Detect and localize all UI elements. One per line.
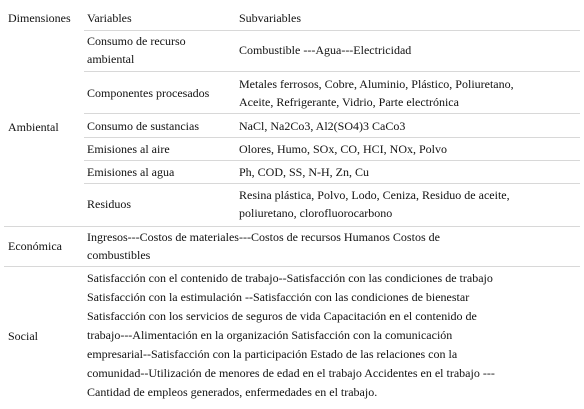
economica-line1: Ingresos---Costos de materiales---Costos de recursos Humanos Costos de (87, 230, 440, 244)
header-subvariables: Subvariables (239, 11, 301, 25)
sub-emisiones-agua: Ph, COD, SS, N-H, Zn, Cu (239, 165, 370, 179)
row-divider (84, 183, 580, 184)
variable-consumo-recurso-line1: Consumo de recurso (87, 34, 186, 48)
header-dimensiones: Dimensiones (8, 11, 71, 25)
social-line1: Satisfacción con el contenido de trabajo--Satisfacción con las condiciones de trabajo (87, 271, 493, 285)
row-divider (84, 30, 580, 31)
row-divider (84, 71, 580, 72)
sub-residuos-line1: Resina plástica, Polvo, Lodo, Ceniza, Residuo de aceite, (239, 188, 510, 202)
social-line4: trabajo---Alimentación en la organización Satisfacción con la comunicación (87, 328, 453, 342)
variable-emisiones-aire: Emisiones al aire (87, 142, 170, 156)
dimension-economica: Económica (8, 239, 62, 253)
row-divider (84, 113, 580, 114)
sub-consumo-recurso: Combustible ---Agua---Electricidad (239, 43, 412, 57)
variable-consumo-sustancias: Consumo de sustancias (87, 119, 199, 133)
dimension-ambiental: Ambiental (8, 120, 59, 134)
section-divider (4, 226, 580, 227)
social-line2: Satisfacción con la estimulación --Satisfacción con las condiciones de bienestar (87, 290, 470, 304)
social-line6: comunidad--Utilización de menores de edad en el trabajo Accidentes en el trabajo --- (87, 366, 495, 380)
variable-emisiones-agua: Emisiones al agua (87, 165, 175, 179)
social-line7: Cantidad de empleos generados, enfermedades en el trabajo. (87, 385, 378, 399)
section-divider (4, 266, 580, 267)
dimension-social: Social (8, 329, 38, 343)
social-line3: Satisfacción con los servicios de seguros de vida Capacitación en el contenido de (87, 309, 477, 323)
row-divider (84, 160, 580, 161)
sub-componentes-line2: Aceite, Refrigerante, Vidrio, Parte electrónica (239, 95, 459, 109)
variable-consumo-recurso-line2: ambiental (87, 52, 135, 66)
sub-componentes-line1: Metales ferrosos, Cobre, Aluminio, Plástico, Poliuretano, (239, 77, 514, 91)
social-line5: empresarial--Satisfacción con la participación Estado de las relaciones con la (87, 347, 458, 361)
variable-residuos: Residuos (87, 197, 132, 211)
sub-emisiones-aire: Olores, Humo, SOx, CO, HCI, NOx, Polvo (239, 142, 448, 156)
economica-line2: combustibles (87, 248, 151, 262)
header-variables: Variables (87, 11, 132, 25)
variable-componentes-procesados: Componentes procesados (87, 86, 210, 100)
row-divider (84, 137, 580, 138)
sub-consumo-sustancias: NaCl, Na2Co3, Al2(SO4)3 CaCo3 (239, 119, 406, 133)
sub-residuos-line2: poliuretano, clorofluorocarbono (239, 206, 393, 220)
